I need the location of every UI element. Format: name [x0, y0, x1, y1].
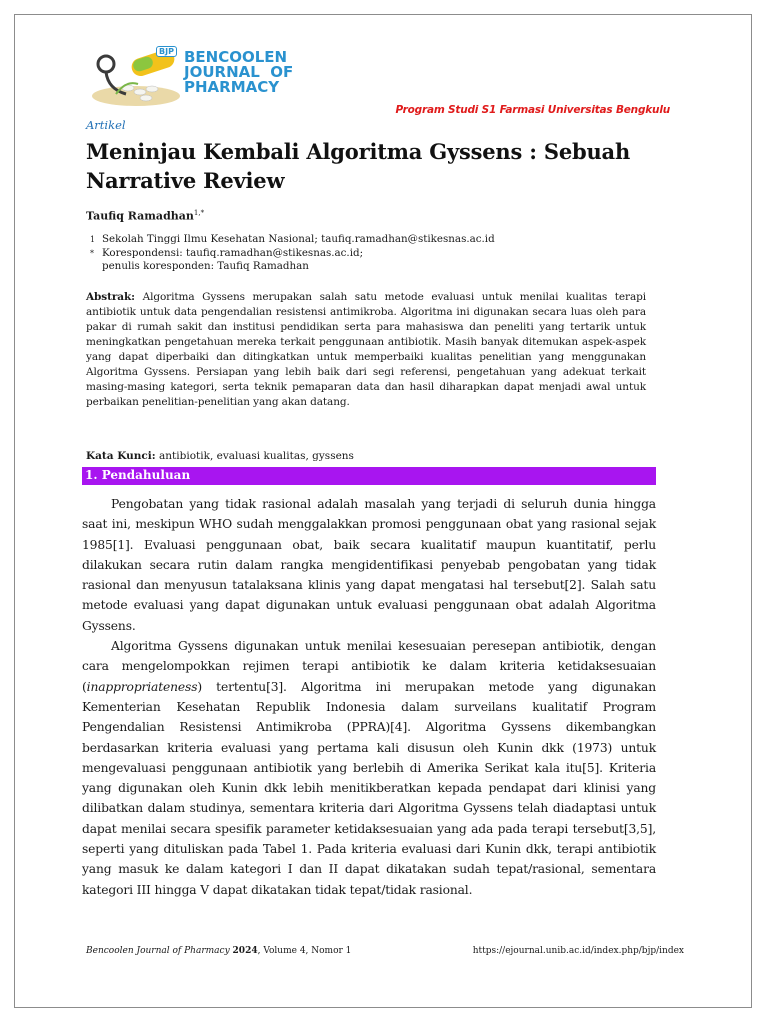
affiliation-mark: 1 — [90, 235, 96, 244]
keywords — [86, 450, 646, 462]
keywords-label: Kata Kunci: — [86, 450, 156, 462]
affiliation-row — [86, 247, 646, 261]
section-heading-bar — [82, 467, 656, 485]
footer-citation — [86, 946, 351, 956]
affiliation-text: penulis koresponden: Taufiq Ramadhan — [102, 260, 309, 272]
footer-volume: , Volume 4, Nomor 1 — [257, 946, 352, 956]
article-category: Artikel — [86, 118, 126, 132]
abstract — [86, 290, 646, 410]
affiliation-mark — [86, 260, 102, 274]
paragraph-2-part-b: ) tertentu[3]. Algoritma ini merupakan metode yang digunakan Kementerian Kesehatan Republik Indonesia dalam surveilans kualitatif Program Pengendalian Resistensi Antimikroba (PPRA)[4]. Algoritma Gyssens dikembangkan berdasarkan kriteria evaluasi yang pertama kali disusun oleh Kunin dkk (1973) untuk mengevaluasi penggunaan antibiotik yang berlebih di Amerika Serikat kala itu[5]. Kriteria yang digunakan oleh Kunin dkk lebih menitikberatkan kepada pendapat dari klinisi yang dilibatkan dalam studinya, sementara kriteria dari Algoritma Gyssens telah diadaptasi untuk dapat menilai secara spesifik parameter ketidaksesuaian yang ada pada terapi tersebut[3,5], seperti yang dituliskan pada Tabel 1. Pada kriteria evaluasi dari Kunin dkk, terapi antibiotik yang masuk ke dalam kategori I dan II dapat dikatakan sudah tepat/rasional, sementara kategori III hingga V dapat dikatakan tidak tepat/tidak rasional. — [82, 679, 656, 897]
footer-url[interactable]: https://ejournal.unib.ac.id/index.php/bjp/index — [472, 946, 684, 956]
affiliation-mark: * — [90, 248, 94, 258]
affiliation-text: Sekolah Tinggi Ilmu Kesehatan Nasional; taufiq.ramadhan@stikesnas.ac.id — [102, 233, 495, 245]
abstract-label: Abstrak: — [86, 291, 135, 303]
keywords-text: antibiotik, evaluasi kualitas, gyssens — [159, 450, 354, 462]
footer-journal: Bencoolen Journal of Pharmacy — [86, 946, 230, 956]
affiliation-text: Korespondensi: taufiq.ramadhan@stikesnas.ac.id; — [102, 246, 364, 259]
footer-year: 2024 — [232, 946, 258, 956]
section-heading: 1. Pendahuluan — [85, 468, 191, 482]
affiliations — [86, 233, 646, 274]
paragraph-2 — [82, 636, 656, 900]
logo-line-2: JOURNAL OF — [184, 63, 294, 81]
journal-header — [86, 44, 670, 116]
paragraph-1: Pengobatan yang tidak rasional adalah masalah yang terjadi di seluruh dunia hingga saat ini, meskipun WHO sudah menggalakkan promosi penggunaan obat yang rasional sejak 1985[1]. Evaluasi penggunaan obat, baik secara kualitatif maupun kuantitatif, perlu dilakukan secara rutin dalam rangka mengidentifikasi penyebab pengobatan yang tidak rasional dan menyusun tatalaksana klinis yang dapat mengatasi hal tersebut[2]. Salah satu metode evaluasi yang dapat digunakan untuk evaluasi penggunaan obat adalah Algoritma Gyssens. — [82, 497, 656, 633]
author-name: Taufiq Ramadhan — [86, 209, 194, 223]
abstract-text: Algoritma Gyssens merupakan salah satu metode evaluasi untuk menilai kualitas terapi antibiotik untuk data pengendalian resistensi antimikroba. Algoritma ini digunakan secara luas oleh para pakar di rumah sakit dan institusi pendidikan serta para mahasiswa dan peneliti yang tertarik untuk meningkatkan pengetahuan mereka terkait penggunaan antibiotik. Masih banyak ditemukan aspek-aspek yang dapat diperbaiki dan ditingkatkan untuk memperbaiki kualitas penelitian yang menggunakan Algoritma Gyssens. Persiapan yang lebih baik dari segi referensi, pengetahuan yang adekuat terkait masing-masing kategori, serta teknik pemaparan data dan hasil diharapkan dapat menjadi awal untuk perbaikan penelitian-penelitian yang akan datang. — [86, 291, 646, 408]
paragraph-2-italic-term: inappropriateness — [86, 679, 198, 694]
journal-logo-text — [184, 50, 293, 95]
logo-line-1: BENCOOLEN — [184, 48, 288, 66]
logo-line-3: PHARMACY — [184, 78, 280, 96]
paragraph-2-part-a: Algoritma Gyssens digunakan untuk menilai kesesuaian peresepan antibiotik, dengan cara mengelompokkan rejimen terapi antibiotik ke dalam kriteria ketidaksesuaian ( — [82, 639, 656, 694]
affiliation-row — [86, 233, 646, 247]
logo-badge: BJP — [156, 46, 177, 57]
body-text — [82, 494, 656, 900]
program-name: Program Studi S1 Farmasi Universitas Bengkulu — [395, 104, 670, 116]
article-title: Meninjau Kembali Algoritma Gyssens : Sebuah Narrative Review — [86, 139, 631, 193]
author-line — [86, 209, 204, 223]
affiliation-row — [86, 260, 646, 274]
author-marks: 1,* — [193, 209, 205, 217]
